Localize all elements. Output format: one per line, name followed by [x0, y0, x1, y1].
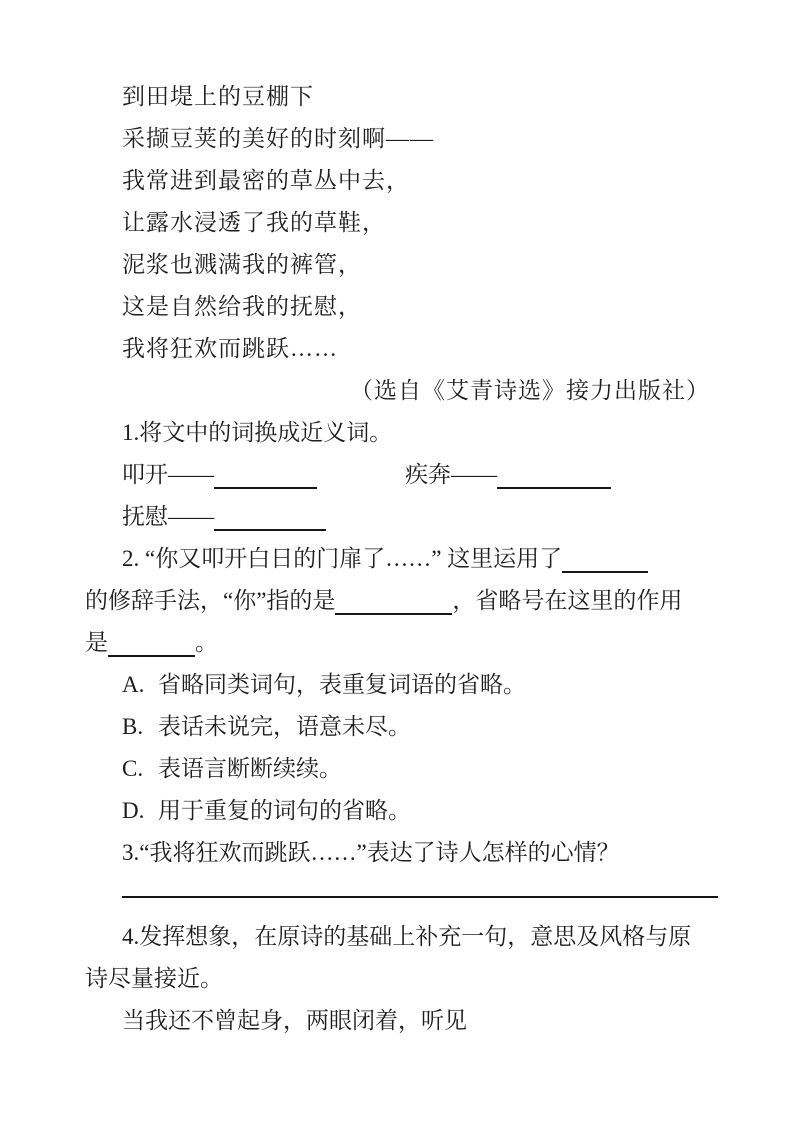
q3-answer-rule: [122, 896, 718, 898]
q2-text-part-2: 的修辞手法，“你”指的是: [85, 588, 336, 613]
question-2-line-2: [85, 580, 710, 622]
poem-source-attribution: （选自《艾青诗选》接力出版社）: [350, 378, 710, 403]
q2-option-a-text: 省略同类词句，表重复词语的省略。: [158, 672, 526, 697]
q1-word-koukai: 叩开——: [122, 462, 214, 487]
q2-option-d-label: D.: [122, 798, 145, 823]
question-1-stem: 1.将文中的词换成近义词。: [122, 420, 393, 445]
question-2-line-3: [85, 622, 710, 664]
question-4-stem-line-2: 诗尽量接近。: [85, 966, 223, 991]
question-1-blanks-row-2: [85, 496, 710, 538]
poem-line-4: 让露水浸透了我的草鞋，: [122, 210, 386, 235]
q1-answer-blank-1: [214, 487, 317, 489]
q2-answer-blank-3: [108, 655, 195, 657]
q2-option-b-label: B.: [122, 714, 144, 739]
poem-line-1: 到田堤上的豆棚下: [122, 84, 314, 109]
poem-line-7: 我将狂欢而跳跃……: [122, 336, 338, 361]
poem-line-3: 我常进到最密的草丛中去，: [122, 168, 410, 193]
question-1-blanks-row-1: [85, 454, 710, 496]
q2-answer-blank-1: [562, 571, 648, 573]
q1-word-fuwei: 抚慰——: [122, 504, 214, 529]
worksheet-content: [85, 76, 710, 1042]
q2-text-part-3: ，省略号在这里的作用: [452, 588, 683, 613]
q2-option-a: [85, 664, 710, 706]
q2-option-d: [85, 790, 710, 832]
poem-line-2: 采撷豆荚的美好的时刻啊——: [122, 126, 434, 151]
question-4-stem-line-1: 4.发挥想象，在原诗的基础上补充一句，意思及风格与原: [122, 924, 692, 949]
q2-option-c: [85, 748, 710, 790]
q2-option-a-label: A.: [122, 672, 145, 697]
poem-line-6: 这是自然给我的抚慰，: [122, 294, 362, 319]
q1-answer-blank-2: [497, 487, 611, 489]
q2-option-b-text: 表话未说完，语意未尽。: [158, 714, 411, 739]
q2-option-d-text: 用于重复的词句的省略。: [158, 798, 411, 823]
q2-option-c-text: 表语言断断续续。: [158, 756, 342, 781]
q1-answer-blank-3: [214, 529, 326, 531]
q2-text-part-1: 2. “你又叩开白日的门扉了……” 这里运用了: [122, 546, 563, 571]
poem-line-5: 泥浆也溅满我的裤管，: [122, 252, 362, 277]
q2-answer-blank-2: [335, 613, 452, 615]
q2-text-part-4: 是: [85, 630, 108, 655]
q3-answer-line-row: [85, 874, 710, 916]
q2-option-b: [85, 706, 710, 748]
q2-text-part-5: 。: [195, 630, 218, 655]
q1-word-jiben: 疾奔——: [405, 462, 497, 487]
question-2-line-1: [85, 538, 710, 580]
q2-option-c-label: C.: [122, 756, 144, 781]
question-4-prompt: 当我还不曾起身，两眼闭着，听见: [122, 1008, 467, 1033]
question-3-stem: 3.“我将狂欢而跳跃……”表达了诗人怎样的心情？: [122, 840, 620, 865]
